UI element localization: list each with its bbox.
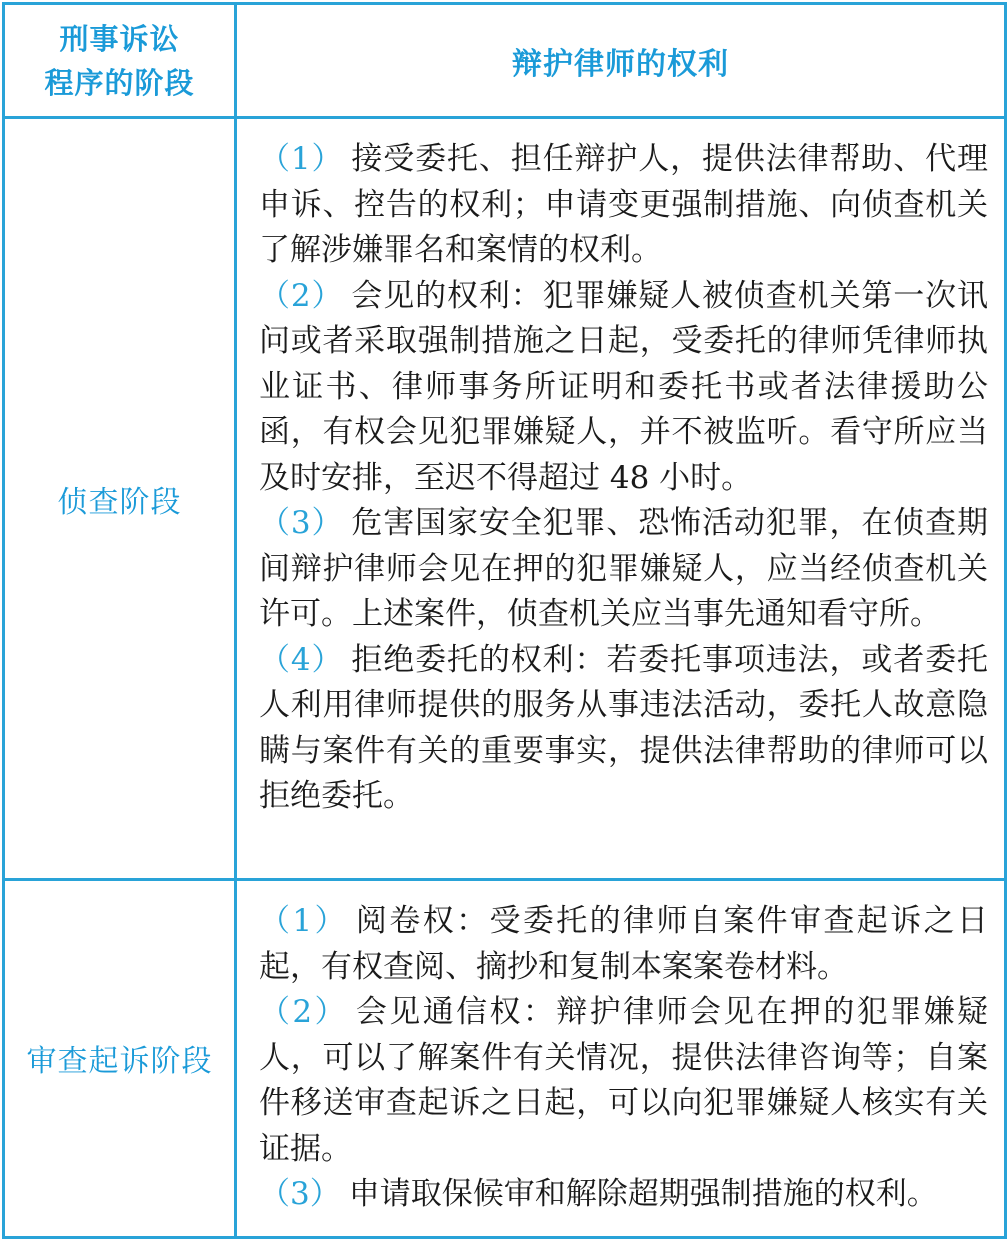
- item-text: 会见的权利：犯罪嫌疑人被侦查机关第一次讯问或者采取强制措施之日起，受委托的律师凭律师执业证书、律师事务所证明和委托书或者法律援助公函，有权会见犯罪嫌疑人，并不被监听。看守所应当及时安排，至迟不得超过 48 小时。: [259, 277, 988, 496]
- item-text: 阅卷权：受委托的律师自案件审查起诉之日起，有权查阅、摘抄和复制本案案卷材料。: [259, 903, 988, 985]
- rights-cell-prosecution-review: [236, 880, 1006, 1238]
- rights-cell-investigation: [236, 118, 1006, 880]
- list-item: [259, 1172, 988, 1218]
- item-text: 危害国家安全犯罪、恐怖活动犯罪，在侦查期间辩护律师会见在押的犯罪嫌疑人，应当经侦查机关许可。上述案件，侦查机关应当事先通知看守所。: [259, 505, 988, 632]
- header-stage-line1: 刑事诉讼: [59, 21, 180, 56]
- list-item: [259, 274, 988, 502]
- item-number: （1）: [259, 141, 344, 177]
- list-item: [259, 137, 988, 274]
- list-item: [259, 990, 988, 1172]
- item-number: （3）: [259, 1176, 341, 1212]
- header-stage-line2: 程序的阶段: [44, 65, 195, 100]
- item-number: （1）: [259, 903, 348, 939]
- item-number: （3）: [259, 505, 344, 541]
- table-row: [4, 118, 1006, 880]
- rights-table: [2, 2, 1007, 1239]
- table-row: [4, 880, 1006, 1238]
- header-rights-cell: 辩护律师的权利: [236, 4, 1006, 118]
- list-item: [259, 899, 988, 990]
- item-number: （2）: [259, 994, 348, 1030]
- list-item: [259, 638, 988, 820]
- list-item: [259, 501, 988, 638]
- item-text: 申请取保候审和解除超期强制措施的权利。: [348, 1176, 938, 1212]
- header-stage-cell: [4, 4, 236, 118]
- stage-cell-prosecution-review: 审查起诉阶段: [4, 880, 236, 1238]
- header-row: [4, 4, 1006, 118]
- item-text: 会见通信权：辩护律师会见在押的犯罪嫌疑人，可以了解案件有关情况，提供法律咨询等；自案件移送审查起诉之日起，可以向犯罪嫌疑人核实有关证据。: [259, 994, 988, 1167]
- item-number: （4）: [259, 641, 344, 678]
- item-number: （2）: [259, 277, 344, 314]
- item-text: 接受委托、担任辩护人，提供法律帮助、代理申诉、控告的权利；申请变更强制措施、向侦查机关了解涉嫌罪名和案情的权利。: [259, 141, 988, 268]
- stage-cell-investigation: 侦查阶段: [4, 118, 236, 880]
- item-text: 拒绝委托的权利：若委托事项违法，或者委托人利用律师提供的服务从事违法活动，委托人故意隐瞒与案件有关的重要事实，提供法律帮助的律师可以拒绝委托。: [259, 641, 988, 814]
